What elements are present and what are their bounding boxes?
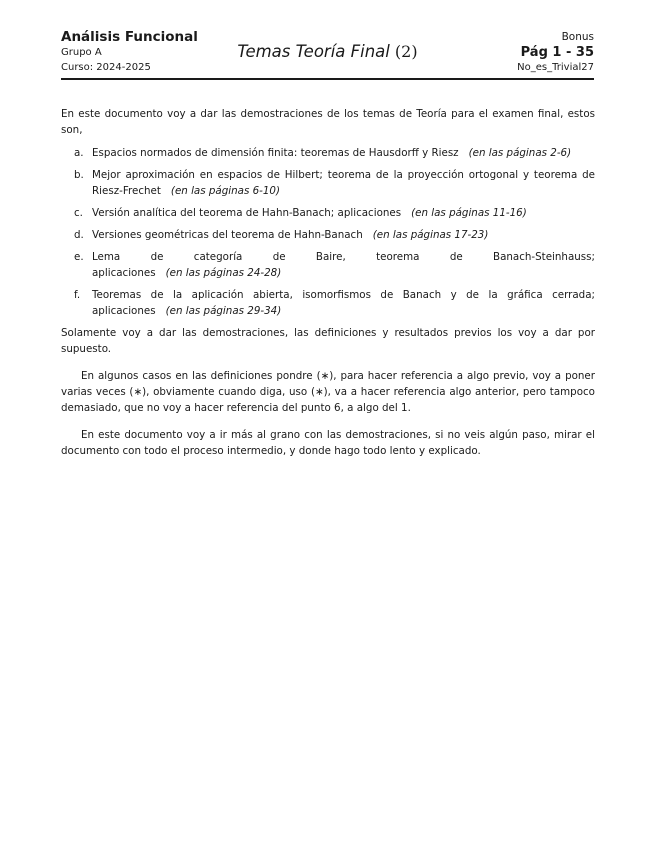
- topic-text: Lema de categoría de Baire, teorema de Banach-Steinhauss; aplicaciones: [92, 251, 595, 279]
- intro-paragraph: En este documento voy a dar las demostraciones de los temas de Teoría para el examen final, estos son,: [61, 108, 595, 136]
- list-marker: d.: [74, 229, 84, 241]
- course-year: Curso: 2024-2025: [61, 62, 151, 73]
- document-number: (2): [394, 42, 418, 61]
- topic-pages: (en las páginas 2-6): [468, 147, 572, 159]
- topic-pages: (en las páginas 29-34): [165, 305, 282, 317]
- list-item: [61, 227, 595, 243]
- topic-text: Espacios normados de dimensión finita: teoremas de Hausdorff y Riesz: [92, 147, 459, 159]
- list-marker: a.: [74, 147, 84, 159]
- list-item: [61, 167, 595, 199]
- notation-text-1: En algunos casos en las definiciones pondre: [81, 370, 317, 382]
- course-title: Análisis Funcional: [61, 29, 198, 45]
- list-marker: f.: [74, 289, 81, 301]
- notation-text-4: , va a hacer referencia algo anterior, pero tampoco demasiado, que no voy a hacer referencia del punto 6, a algo del 1.: [61, 386, 595, 414]
- list-marker: b.: [74, 169, 84, 181]
- list-item: [61, 249, 595, 281]
- document-title-text: Temas Teoría Final: [237, 42, 390, 61]
- page-header: [61, 30, 594, 78]
- star-marker: (∗): [316, 370, 334, 382]
- header-divider: [61, 78, 594, 80]
- topic-pages: (en las páginas 11-16): [411, 207, 527, 219]
- notation-paragraph: [61, 368, 595, 416]
- header-right: [517, 30, 594, 75]
- star-marker: (∗): [129, 386, 147, 398]
- topic-text: Versión analítica del teorema de Hahn-Banach; aplicaciones: [92, 207, 402, 219]
- notation-text-2: , para hacer referencia a algo previo, voy a poner varias veces: [61, 370, 595, 398]
- list-item: [61, 287, 595, 319]
- list-marker: e.: [74, 251, 84, 263]
- list-item: [61, 205, 595, 221]
- notation-text-3: , obviamente cuando diga, uso: [146, 386, 311, 398]
- document-title: [61, 42, 594, 61]
- author-name: No_es_Trivial27: [517, 62, 594, 73]
- bonus-label: Bonus: [561, 31, 594, 43]
- approach-paragraph: En este documento voy a ir más al grano con las demostraciones, si no veis algún paso, mirar el documento con todo el proceso intermedio, y donde hago todo lento y explicado.: [61, 429, 595, 457]
- list-item: [61, 145, 595, 161]
- topic-pages: (en las páginas 17-23): [372, 229, 489, 241]
- group-label: Grupo A: [61, 47, 102, 58]
- topics-list: [61, 145, 595, 319]
- topic-text: Mejor aproximación en espacios de Hilbert; teorema de la proyección ortogonal y teorema de Riesz-Frechet: [92, 169, 595, 197]
- topic-pages: (en las páginas 6-10): [170, 185, 280, 197]
- assumptions-paragraph: Solamente voy a dar las demostraciones, las definiciones y resultados previos los voy a dar por supuesto.: [61, 327, 595, 355]
- topic-text: Teoremas de la aplicación abierta, isomorfismos de Banach y de la gráfica cerrada; aplicaciones: [92, 289, 595, 317]
- list-marker: c.: [74, 207, 83, 219]
- topic-pages: (en las páginas 24-28): [165, 267, 282, 279]
- page-indicator: Pág 1 - 35: [520, 45, 594, 60]
- topic-text: Versiones geométricas del teorema de Hahn-Banach: [92, 229, 363, 241]
- document-body: [61, 106, 595, 459]
- star-marker: (∗): [310, 386, 328, 398]
